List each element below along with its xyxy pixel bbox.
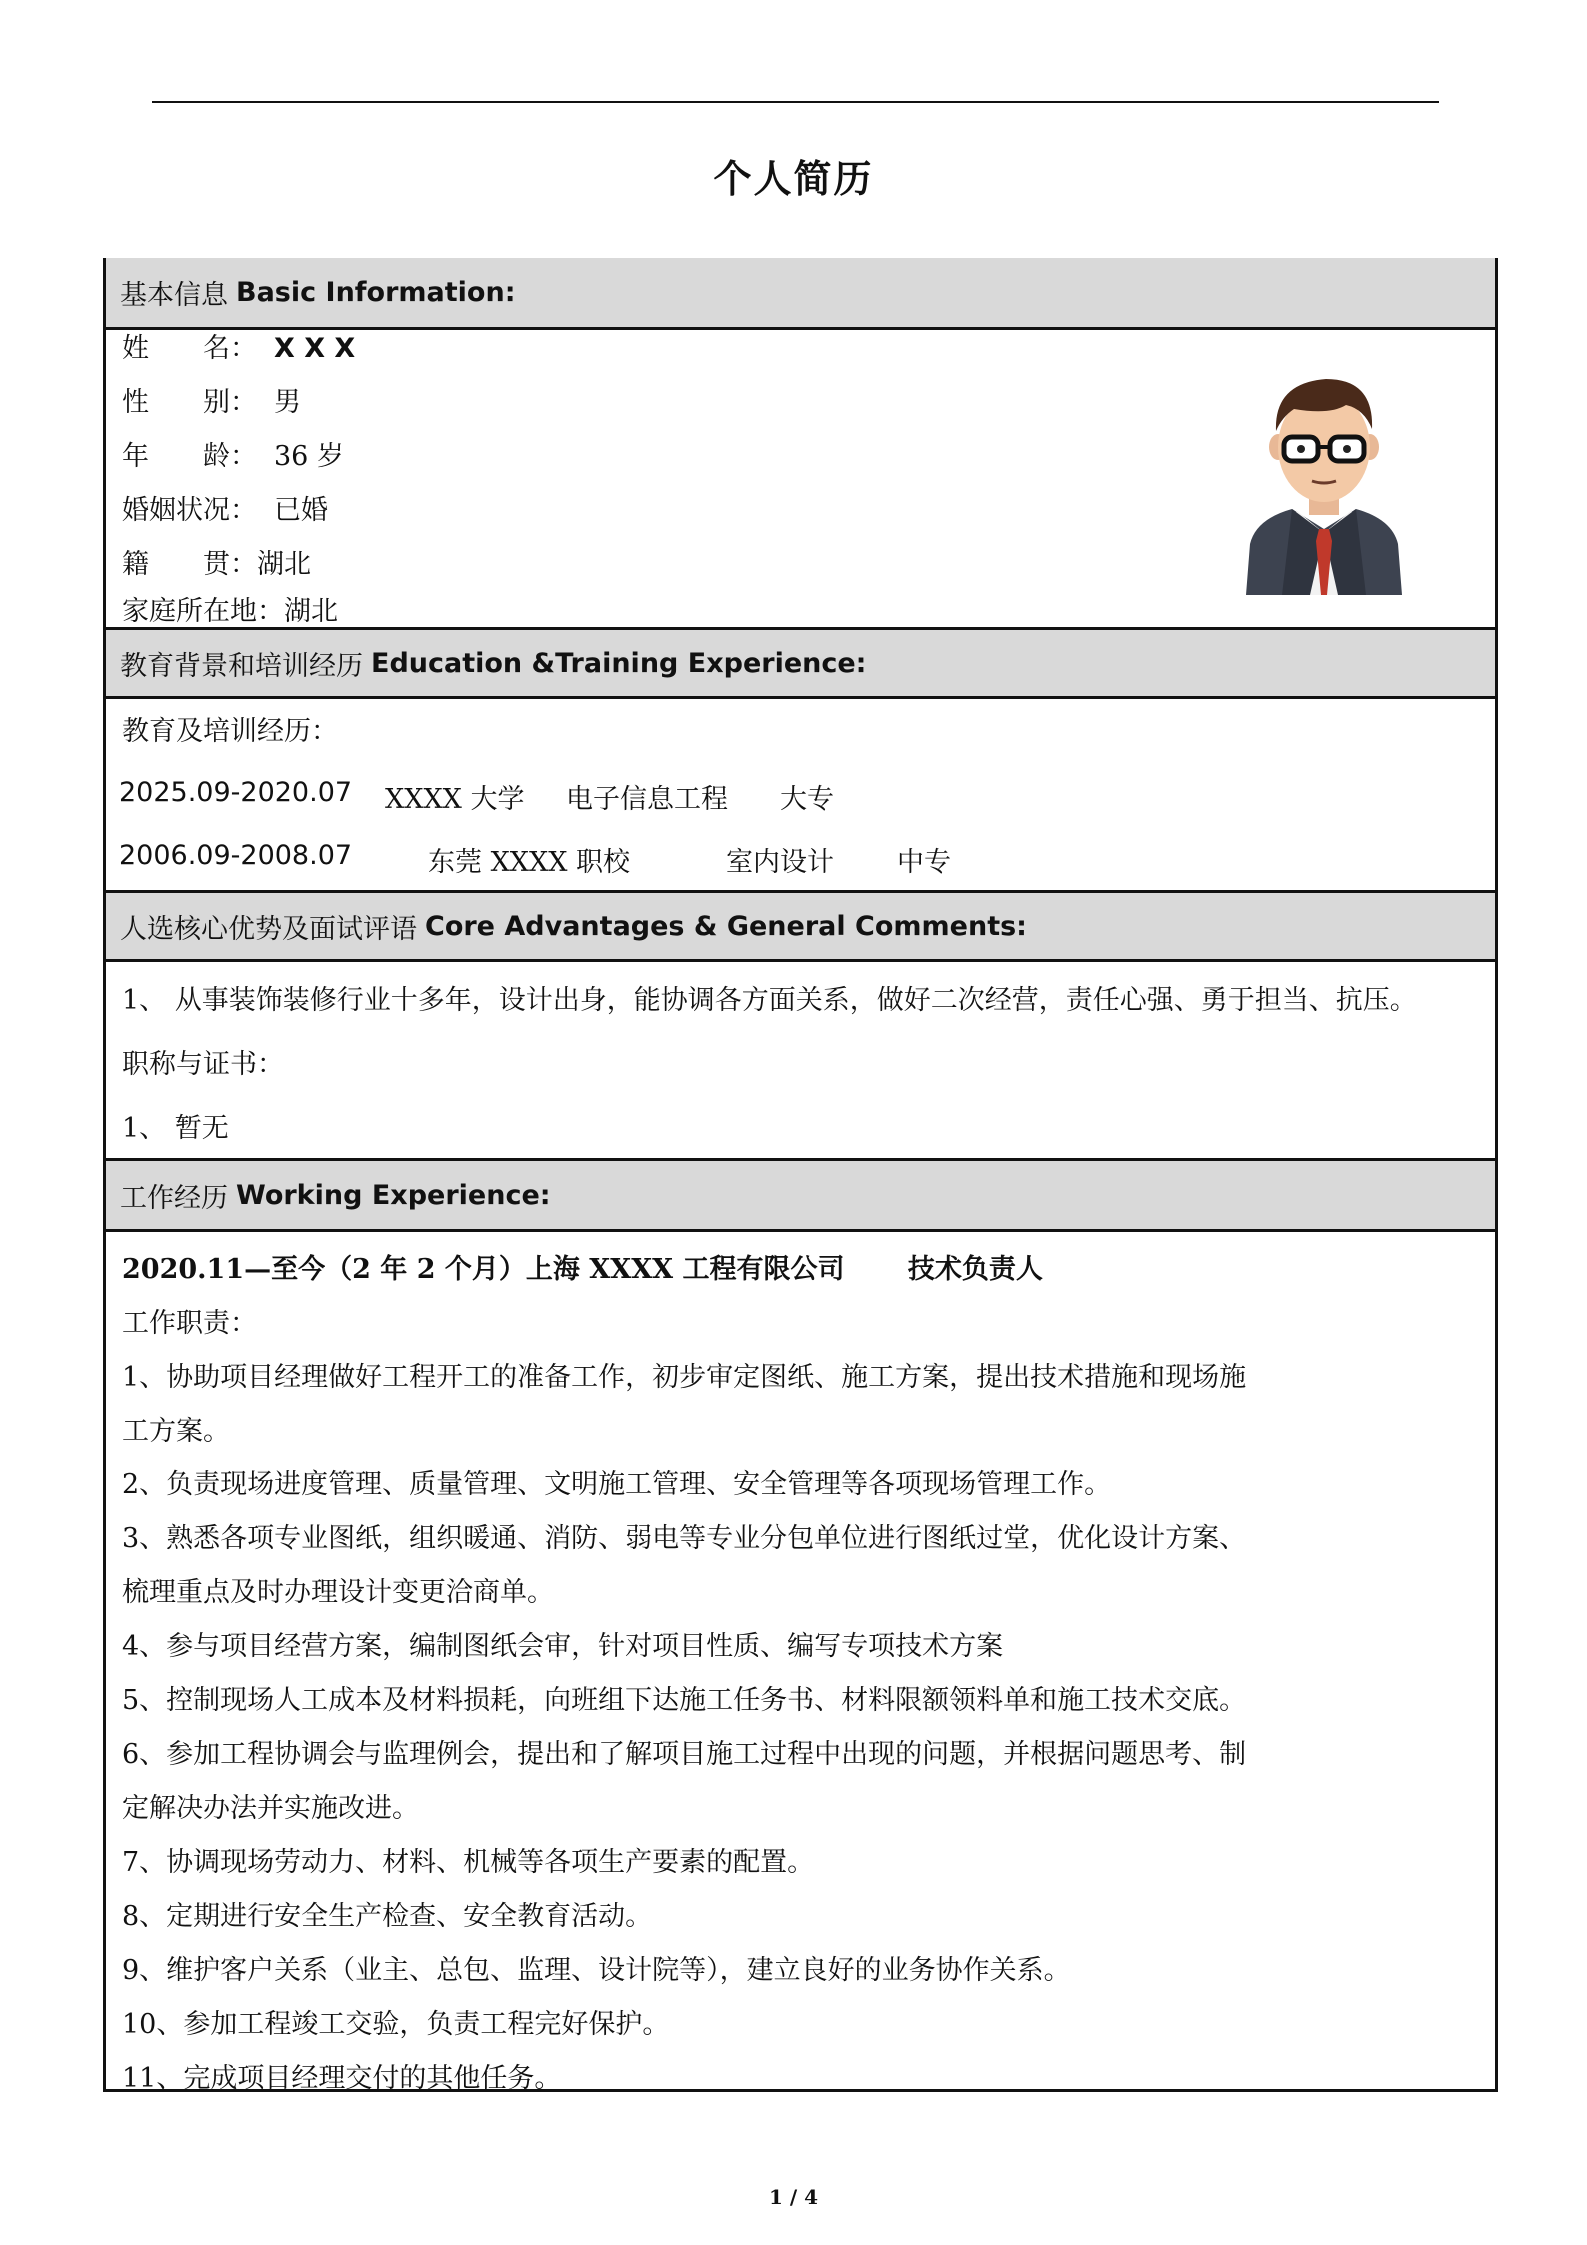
basic-info-header <box>106 258 1495 330</box>
field-value: 湖北 <box>284 596 338 627</box>
field-value: 湖北 <box>257 549 311 580</box>
page-title: 个人简历 <box>713 157 874 201</box>
field-label: 婚姻状况： <box>122 495 257 526</box>
education-header-zh: 教育背景和培训经历 <box>120 650 363 682</box>
edu-major: 室内设计 <box>726 847 834 878</box>
duty-line: 3、熟悉各项专业图纸，组织暖通、消防、弱电等专业分包单位进行图纸过堂，优化设计方案、 <box>122 1523 1247 1554</box>
duty-line: 10、参加工程竣工交验，负责工程完好保护。 <box>122 2009 670 2040</box>
duty-line: 2、负责现场进度管理、质量管理、文明施工管理、安全管理等各项现场管理工作。 <box>122 1469 1112 1500</box>
work-header-zh: 工作经历 <box>120 1182 228 1214</box>
duty-line: 7、协调现场劳动力、材料、机械等各项生产要素的配置。 <box>122 1847 815 1878</box>
edu-degree: 大专 <box>780 784 834 815</box>
field-name <box>122 333 355 365</box>
page-number: 1 / 4 <box>768 2185 819 2209</box>
duty-line: 1、协助项目经理做好工程开工的准备工作，初步审定图纸、施工方案，提出技术措施和现场施 <box>122 1362 1247 1393</box>
field-native <box>122 549 311 581</box>
duty-line: 8、定期进行安全生产检查、安全教育活动。 <box>122 1901 653 1932</box>
duty-line: 工方案。 <box>122 1416 230 1447</box>
field-value: 36 岁 <box>274 441 344 472</box>
top-rule <box>152 101 1439 103</box>
work-header <box>106 1158 1495 1232</box>
field-marital <box>122 495 328 527</box>
edu-school: 东莞 XXXX 职校 <box>428 847 631 878</box>
duty-line: 梳理重点及时办理设计变更洽商单。 <box>122 1577 554 1608</box>
edu-period: 2006.09-2008.07 <box>119 840 353 871</box>
field-value: 已婚 <box>274 495 328 526</box>
field-label: 性 别： <box>122 387 257 418</box>
field-value: 男 <box>274 387 301 418</box>
avatar <box>1234 369 1414 595</box>
duty-line: 5、控制现场人工成本及材料损耗，向班组下达施工任务书、材料限额领料单和施工技术交底。 <box>122 1685 1247 1716</box>
field-age <box>122 441 344 473</box>
edu-period: 2025.09-2020.07 <box>119 777 353 808</box>
edu-major: 电子信息工程 <box>566 784 728 815</box>
basic-info-header-zh: 基本信息 <box>120 280 228 311</box>
duty-line: 9、维护客户关系（业主、总包、监理、设计院等），建立良好的业务协作关系。 <box>122 1955 1071 1986</box>
field-home <box>122 596 338 628</box>
field-label: 籍 贯： <box>122 549 257 580</box>
education-header <box>106 627 1495 699</box>
duty-line: 4、参与项目经营方案，编制图纸会审，针对项目性质、编写专项技术方案 <box>122 1631 1004 1662</box>
certificates-title: 职称与证书： <box>122 1049 284 1080</box>
basic-info-header-en: Basic Information: <box>236 277 516 308</box>
field-label: 姓 名： <box>122 333 257 364</box>
field-value: X X X <box>274 333 356 364</box>
edu-school: XXXX 大学 <box>385 784 525 815</box>
duty-line: 11、完成项目经理交付的其他任务。 <box>122 2063 562 2094</box>
certificate-item: 1、 暂无 <box>122 1113 229 1144</box>
advantages-header-en: Core Advantages & General Comments: <box>425 910 1027 942</box>
education-subtitle: 教育及培训经历： <box>122 716 338 747</box>
field-label: 年 龄： <box>122 441 257 472</box>
field-gender <box>122 387 301 419</box>
job-title: 2020.11—至今（2 年 2 个月）上海 XXXX 工程有限公司 技术负责人 <box>122 1254 1043 1285</box>
field-label: 家庭所在地： <box>122 596 284 627</box>
advantages-header-zh: 人选核心优势及面试评语 <box>120 913 417 945</box>
duty-line: 定解决办法并实施改进。 <box>122 1793 419 1824</box>
education-header-en: Education &Training Experience: <box>371 647 867 679</box>
duty-line: 6、参加工程协调会与监理例会，提出和了解项目施工过程中出现的问题，并根据问题思考、制 <box>122 1739 1247 1770</box>
work-header-en: Working Experience: <box>236 1179 551 1211</box>
edu-degree: 中专 <box>897 847 951 878</box>
advantages-header <box>106 890 1495 962</box>
advantage-item: 1、 从事装饰装修行业十多年，设计出身，能协调各方面关系，做好二次经营，责任心强、勇于担当、抗压。 <box>122 985 1417 1016</box>
resume-frame <box>103 258 1498 2092</box>
duty-label: 工作职责： <box>122 1308 257 1339</box>
